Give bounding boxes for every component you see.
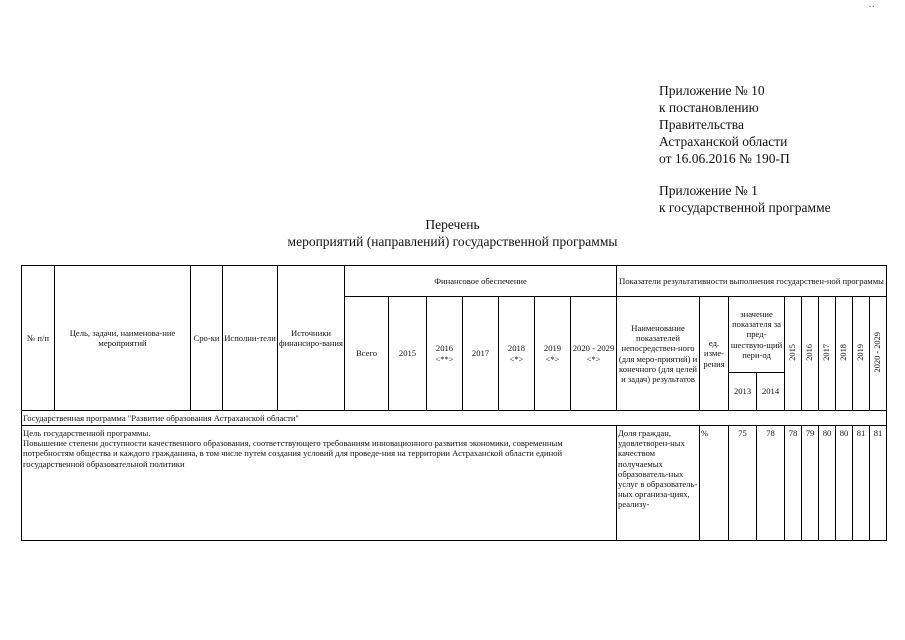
annex-line: Приложение № 10: [659, 83, 765, 98]
col-ind-2019: [853, 297, 870, 411]
col-indicators: Показатели результативности выполнения государствен-ной программы: [617, 266, 887, 297]
col-executors: Исполни-тели: [223, 266, 278, 411]
annex-line: от 16.06.2016 № 190-П: [659, 151, 790, 166]
goal-title: Цель государственной программы.: [23, 428, 151, 438]
goal-value-2017: 80: [819, 426, 836, 541]
goal-value-2016: 79: [802, 426, 819, 541]
annex-line: к государственной программе: [659, 200, 831, 215]
goal-value-2014: 78: [757, 426, 785, 541]
title-line: мероприятий (направлений) государственной программы: [287, 234, 618, 249]
col-goal: Цель, задачи, наименова-ние мероприятий: [55, 266, 191, 411]
goal-unit: %: [700, 426, 729, 541]
title-line: Перечень: [425, 217, 480, 232]
col-ind-2017: [819, 297, 836, 411]
col-ind-2020-2029: [870, 297, 887, 411]
col-2015: 2015: [389, 297, 427, 411]
corner-mark: ··: [868, 2, 875, 13]
col-2018: 2018 <*>: [499, 297, 535, 411]
document-title: [0, 216, 905, 250]
annex-line: Приложение № 1: [659, 183, 758, 198]
goal-value-2020-2029: 81: [870, 426, 887, 541]
col-ind-2015-label: 2015: [787, 344, 797, 361]
col-unit: ед. изме-рения: [700, 297, 729, 411]
goal-value-2019: 81: [853, 426, 870, 541]
measures-table: [21, 265, 887, 541]
col-ind-2016-label: 2016: [804, 344, 814, 361]
goal-text: Повышение степени доступности качественного образования, соответствующего требованиям инновационного развития экономики, современным потребностям общества и каждого гражданина, в том числе путем создания условий для проведе-ния на территории Астраханской области единой государственной образовательной политики: [23, 438, 563, 469]
col-terms: Сро-ки: [191, 266, 223, 411]
goal-value-2015: 78: [785, 426, 802, 541]
col-ind-2017-label: 2017: [821, 344, 831, 361]
col-indicator-name: Наименование показателей непосредствен-ного (для меро-приятий) и конечного (для целей и задач) результатов: [617, 297, 700, 411]
annex-line: к постановлению: [659, 100, 759, 115]
col-prev-value: значение показателя за пред-шествую-щий пери-од: [729, 297, 785, 373]
col-ind-2020-label: 2020 - 2029: [872, 332, 882, 373]
col-prev-2013: 2013: [729, 373, 757, 411]
col-ind-2018-label: 2018: [838, 344, 848, 361]
col-num: № п/п: [22, 266, 55, 411]
col-ind-2016: [802, 297, 819, 411]
annex-main-header: [659, 82, 790, 167]
col-ind-2018: [836, 297, 853, 411]
col-total: Всего: [345, 297, 389, 411]
col-financing: Финансовое обеспечение: [345, 266, 617, 297]
col-ind-2019-label: 2019: [855, 344, 865, 361]
col-2016: 2016 <**>: [427, 297, 463, 411]
goal-value-2013: 75: [729, 426, 757, 541]
annex-line: Астраханской области: [659, 134, 788, 149]
program-row: Государственная программа "Развитие образования Астраханской области": [22, 411, 887, 426]
goal-indicator: Доля граждан, удовлетворен-ных качеством получаемых образователь-ных услуг в образователь-ных организа-циях, реализу-: [617, 426, 700, 541]
annex-program-header: [659, 182, 831, 216]
goal-value-2018: 80: [836, 426, 853, 541]
col-sources: Источники финансиро-вания: [278, 266, 345, 411]
col-2017: 2017: [463, 297, 499, 411]
col-2020-2029: 2020 - 2029 <*>: [571, 297, 617, 411]
goal-row: [22, 426, 617, 541]
col-ind-2015: [785, 297, 802, 411]
annex-line: Правительства: [659, 117, 744, 132]
col-prev-2014: 2014: [757, 373, 785, 411]
col-2019: 2019 <*>: [535, 297, 571, 411]
